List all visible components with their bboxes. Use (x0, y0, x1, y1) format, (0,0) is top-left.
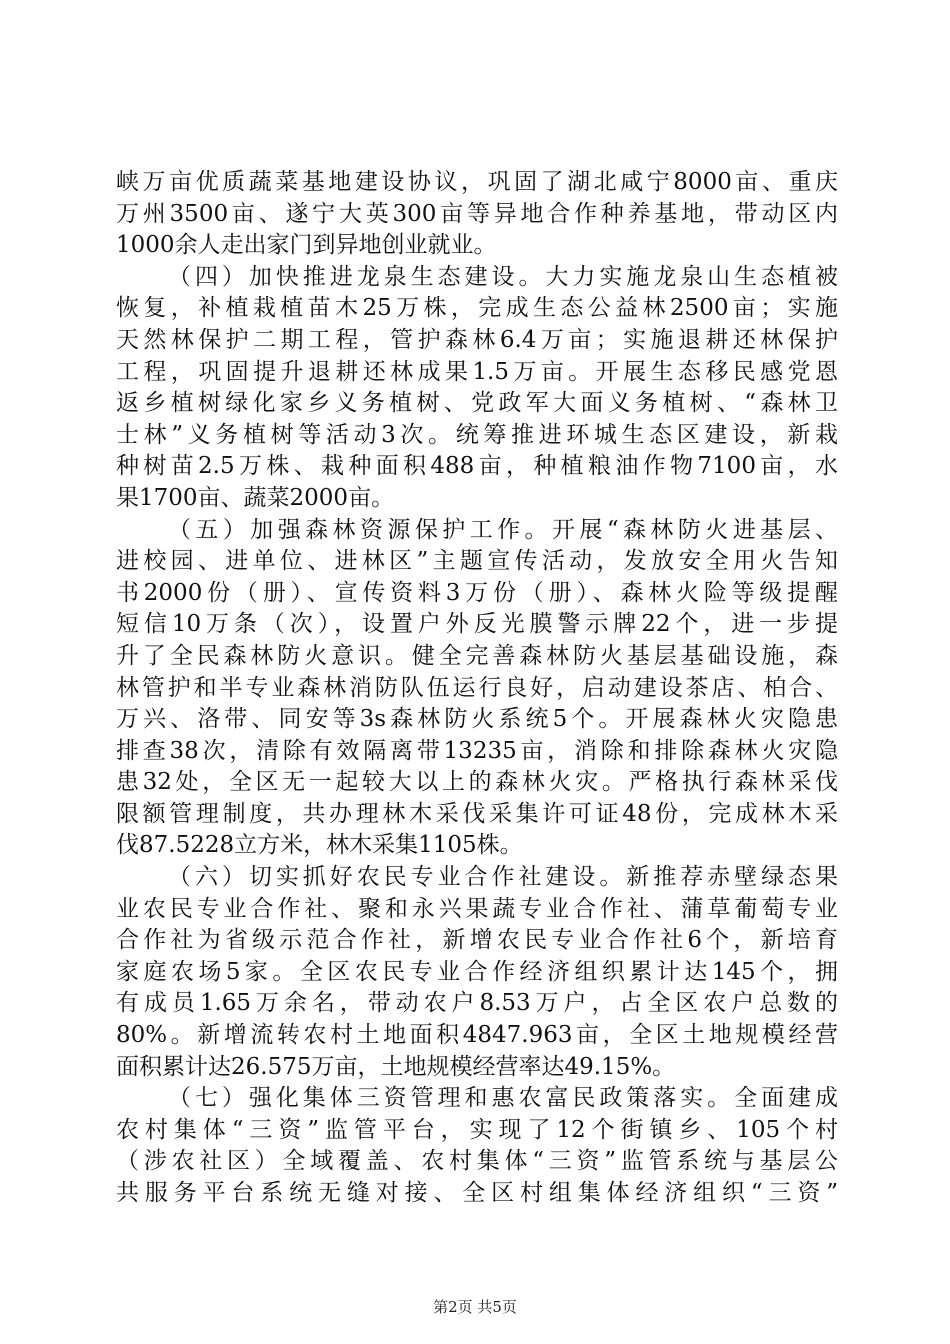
text-line: （五）加强森林资源保护工作。开展“森林防火进基层、 (168, 516, 838, 543)
text-line: （六）切实抓好农民专业合作社建设。新推荐赤壁绿态果 (168, 864, 838, 891)
text-line: 排查38次，清除有效隔离带13235亩，消除和排除森林火灾隐 (116, 737, 838, 764)
text-line: 农村集体“三资”监管平台，实现了12个街镇乡、105个村 (116, 1116, 838, 1143)
text-line: 书2000份（册）、宣传资料3万份（册）、森林火险等级提醒 (116, 579, 838, 606)
document-body (116, 167, 838, 1210)
text-line: 返乡植树绿化家乡义务植树、党政军大面义务植树、“森林卫 (116, 390, 838, 417)
text-line: 种树苗2.5万株、栽种面积488亩，种植粮油作物7100亩，水 (116, 453, 838, 480)
text-line: 恢复，补植栽植苗木25万株，完成生态公益林2500亩；实施 (116, 295, 838, 322)
text-line: 进校园、进单位、进林区”主题宣传活动，发放安全用火告知 (116, 548, 838, 575)
text-line: （涉农社区）全域覆盖、农村集体“三资”监管系统与基层公 (116, 1148, 838, 1175)
text-line: 患32处，全区无一起较大以上的森林火灾。严格执行森林采伐 (116, 769, 838, 796)
text-line: 升了全民森林防火意识。健全完善森林防火基层基础设施，森 (116, 642, 838, 669)
text-line: 万州3500亩、遂宁大英300亩等异地合作种养基地，带动区内 (116, 200, 838, 227)
text-line: 士林”义务植树等活动3次。统筹推进环城生态区建设，新栽 (116, 421, 838, 448)
text-line: 万兴、洛带、同安等3s森林防火系统5个。开展森林火灾隐患 (116, 706, 838, 733)
text-line: （四）加快推进龙泉生态建设。大力实施龙泉山生态植被 (168, 263, 838, 290)
page-footer: 第2页 共5页 (433, 1298, 517, 1316)
text-line: 合作社为省级示范合作社，新增农民专业合作社6个，新培育 (116, 927, 838, 954)
text-line: 伐87.5228立方米，林木采集1105株。 (116, 832, 523, 859)
text-line: 短信10万条（次），设置户外反光膜警示牌22个，进一步提 (116, 611, 838, 638)
text-line: 80%。新增流转农村土地面积4847.963亩，全区土地规模经营 (116, 1022, 838, 1049)
text-line: 业农民专业合作社、聚和永兴果蔬专业合作社、蒲草葡萄专业 (116, 895, 838, 922)
text-line: （七）强化集体三资管理和惠农富民政策落实。全面建成 (168, 1085, 838, 1112)
text-line: 峡万亩优质蔬菜基地建设协议，巩固了湖北咸宁8000亩、重庆 (116, 169, 838, 195)
text-line: 面积累计达26.575万亩，土地规模经营率达49.15%。 (116, 1053, 676, 1080)
text-line: 1000余人走出家门到异地创业就业。 (116, 232, 497, 259)
text-line: 有成员1.65万余名，带动农户8.53万户，占全区农户总数的 (116, 990, 838, 1017)
text-line: 限额管理制度，共办理林木采伐采集许可证48份，完成林木采 (116, 800, 838, 827)
text-line: 天然林保护二期工程，管护森林6.4万亩；实施退耕还林保护 (116, 326, 838, 353)
text-line: 果1700亩、蔬菜2000亩。 (116, 484, 395, 511)
text-line: 工程，巩固提升退耕还林成果1.5万亩。开展生态移民感党恩 (116, 358, 838, 385)
text-line: 林管护和半专业森林消防队伍运行良好，启动建设茶店、柏合、 (116, 674, 838, 701)
text-line: 家庭农场5家。全区农民专业合作经济组织累计达145个，拥 (116, 958, 838, 985)
text-line: 共服务平台系统无缝对接、全区村组集体经济组织“三资” (116, 1180, 838, 1206)
